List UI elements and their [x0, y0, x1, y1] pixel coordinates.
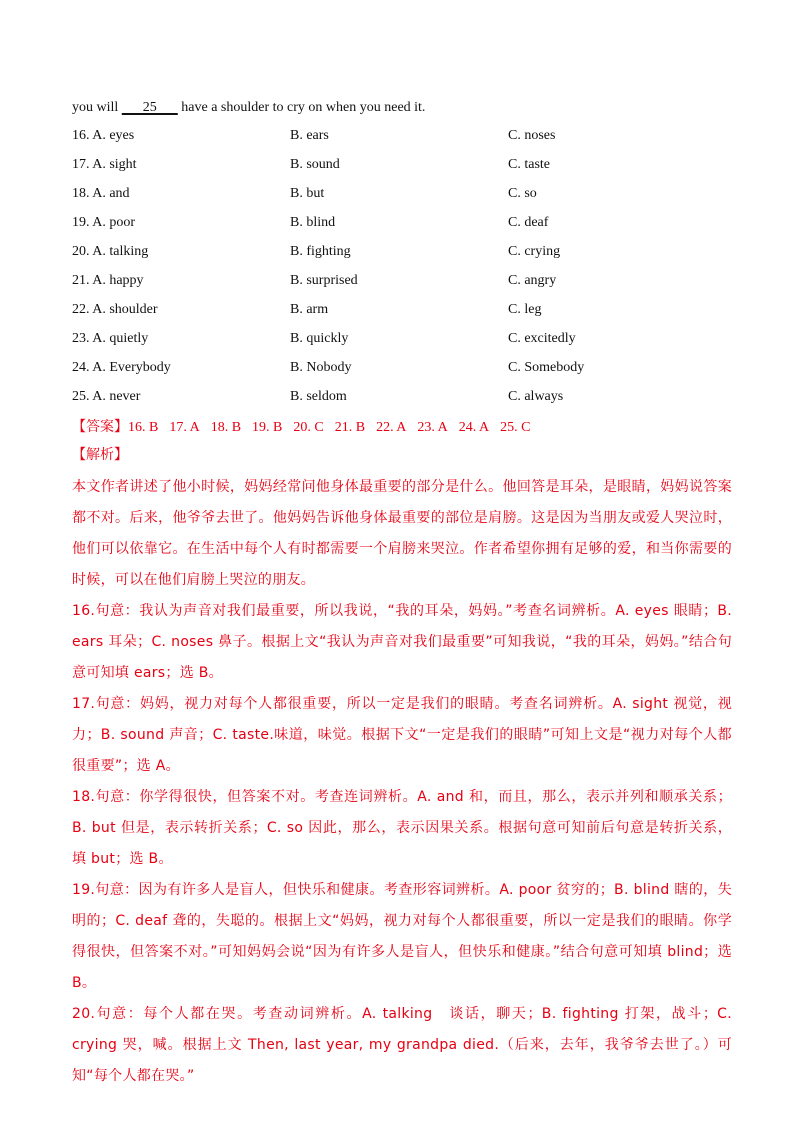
option-c: C. crying — [508, 244, 561, 259]
option-c: C. angry — [508, 273, 557, 288]
option-a: 19. A. poor — [72, 215, 135, 230]
option-b: B. quickly — [290, 331, 349, 346]
question-row — [72, 124, 732, 153]
answer-item: 17. A — [169, 420, 200, 435]
answer-item: 23. A — [417, 420, 448, 435]
option-c: C. excitedly — [508, 331, 576, 346]
option-b: B. but — [290, 186, 325, 201]
option-c: C. deaf — [508, 215, 549, 230]
option-b: B. sound — [290, 157, 340, 172]
question-row — [72, 298, 732, 327]
answer-item: 25. C — [500, 420, 531, 435]
question-row — [72, 240, 732, 269]
option-c: C. always — [508, 389, 564, 404]
question-row — [72, 385, 732, 414]
explanation-17: 17.句意：妈妈，视力对每个人都很重要，所以一定是我们的眼睛。考查名词辨析。A. sight 视觉，视力；B. sound 声音；C. taste.味道，味觉。根据下文“一定是我们的眼睛”可知上文是“视力对每个人都很重要”；选 A。 — [72, 696, 732, 774]
option-c: C. noses — [508, 128, 556, 143]
explanation-19: 19.句意：因为有许多人是盲人，但快乐和健康。考查形容词辨析。A. poor 贫穷的；B. blind 瞎的，失明的；C. deaf 聋的，失聪的。根据上文“妈妈，视力对每个人都很重要，所以一定是我们的眼睛。你学得很快，但答案不对。”可知妈妈会说“因为有许多人是盲人，但快乐和健康。”结合句意可知填 blind；选 B。 — [72, 882, 732, 991]
intro-before: you will — [72, 100, 122, 115]
option-a: 22. A. shoulder — [72, 302, 158, 317]
answer-item: 18. B — [210, 420, 242, 435]
option-a: 16. A. eyes — [72, 128, 135, 143]
option-b: B. seldom — [290, 389, 347, 404]
option-a: 23. A. quietly — [72, 331, 149, 346]
answer-key — [72, 416, 732, 444]
option-b: B. fighting — [290, 244, 351, 259]
answer-item: 19. B — [252, 420, 283, 435]
option-b: B. blind — [290, 215, 336, 230]
blank-25: 25 — [121, 100, 178, 115]
option-a: 18. A. and — [72, 186, 130, 201]
question-options — [72, 124, 732, 414]
option-c: C. Somebody — [508, 360, 585, 375]
question-row — [72, 269, 732, 298]
option-c: C. so — [508, 186, 537, 201]
option-a: 25. A. never — [72, 389, 141, 404]
explanation-20: 20.句意：每个人都在哭。考查动词辨析。A. talking 谈话，聊天；B. fighting 打架，战斗；C. crying 哭，喊。根据上文 Then, last year, my grandpa died.（后来，去年，我爷爷去世了。）可知“每个人都在哭。” — [72, 1006, 732, 1084]
answer-item: 20. C — [293, 420, 324, 435]
intro-after: have a shoulder to cry on when you need it. — [177, 100, 426, 115]
answer-key-label: 【答案】 — [72, 420, 128, 435]
question-row — [72, 153, 732, 182]
analysis-heading: 【解析】 — [72, 448, 128, 463]
question-row — [72, 182, 732, 211]
option-a: 20. A. talking — [72, 244, 149, 259]
answer-item: 24. A — [458, 420, 490, 435]
option-b: B. ears — [290, 128, 329, 143]
option-a: 21. A. happy — [72, 273, 144, 288]
explanation-16: 16.句意：我认为声音对我们最重要，所以我说，“我的耳朵，妈妈。”考查名词辨析。A. eyes 眼睛；B. ears 耳朵；C. noses 鼻子。根据上文“我认为声音对我们最重要”可知我说，“我的耳朵，妈妈。”结合句意可知填 ears；选 B。 — [72, 603, 732, 681]
question-row — [72, 327, 732, 356]
option-c: C. taste — [508, 157, 550, 172]
option-b: B. surprised — [290, 273, 358, 288]
summary-paragraph: 本文作者讲述了他小时候，妈妈经常问他身体最重要的部分是什么。他回答是耳朵，是眼睛，妈妈说答案都不对。后来，他爷爷去世了。他妈妈告诉他身体最重要的部位是肩膀。这是因为当朋友或爱人哭泣时，他们可以依靠它。在生活中每个人有时都需要一个肩膀来哭泣。作者希望你拥有足够的爱，和当你需要的时候，可以在他们肩膀上哭泣的朋友。 — [72, 479, 732, 588]
explanation-18: 18.句意：你学得很快，但答案不对。考查连词辨析。A. and 和，而且，那么，表示并列和顺承关系；B. but 但是，表示转折关系；C. so 因此，那么，表示因果关系。根据句意可知前后句意是转折关系，填 but；选 B。 — [72, 789, 732, 867]
document-page — [72, 96, 732, 1092]
question-row — [72, 211, 732, 240]
passage-last-line — [72, 96, 732, 124]
option-b: B. Nobody — [290, 360, 352, 375]
option-a: 17. A. sight — [72, 157, 137, 172]
option-b: B. arm — [290, 302, 329, 317]
answer-item: 16. B — [128, 420, 159, 435]
answer-item: 21. B — [334, 420, 366, 435]
question-row — [72, 356, 732, 385]
option-c: C. leg — [508, 302, 542, 317]
answer-item: 22. A — [376, 420, 407, 435]
option-a: 24. A. Everybody — [72, 360, 171, 375]
